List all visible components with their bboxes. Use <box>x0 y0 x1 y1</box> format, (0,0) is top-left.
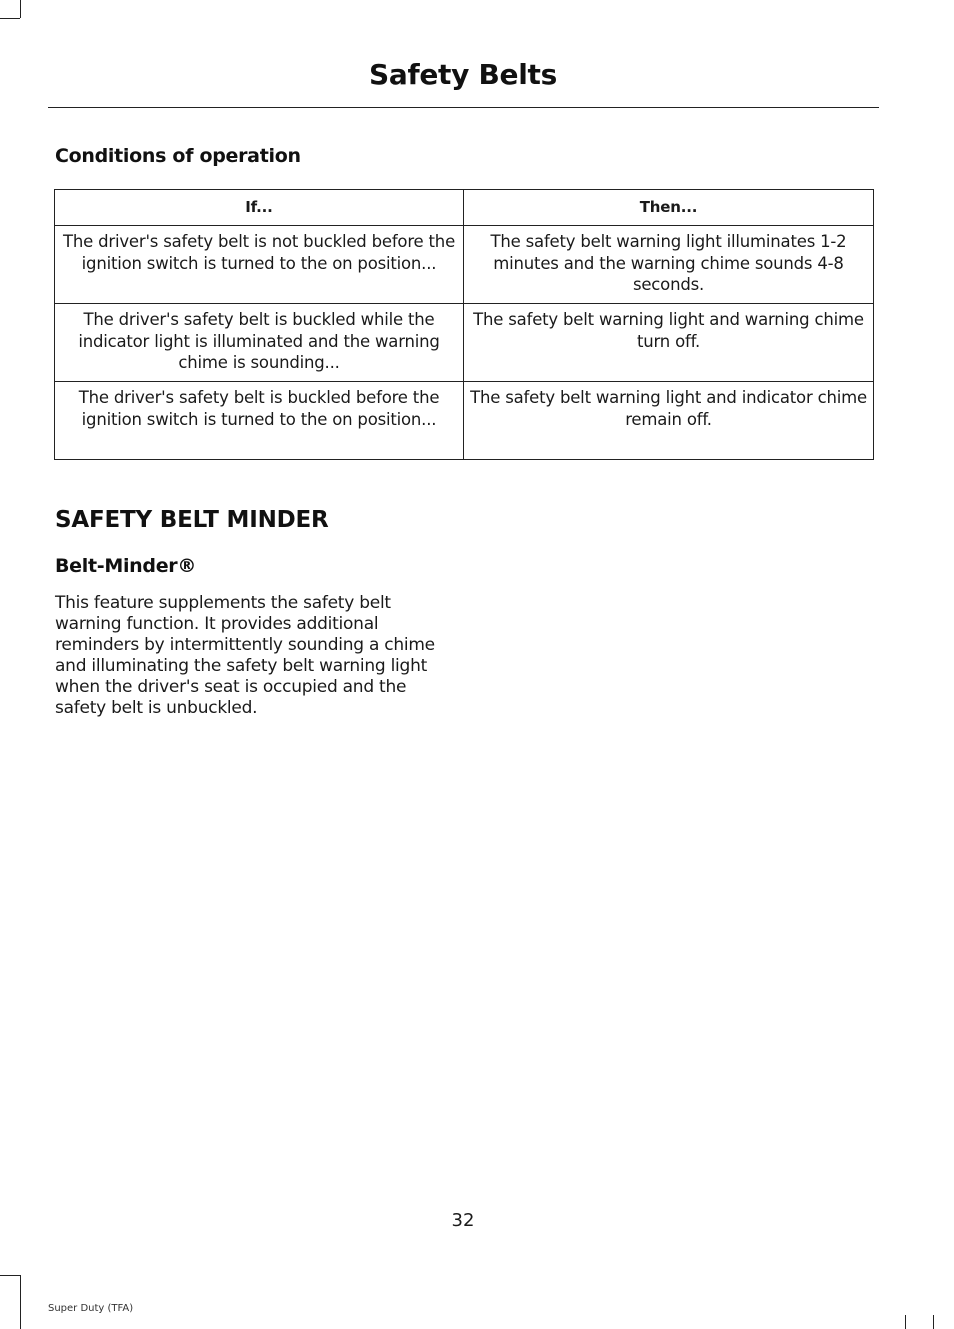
belt-minder-paragraph: This feature supplements the safety belt warning function. It provides additional reminders by intermittently sounding a chime and illuminating the safety belt warning light when the driver's seat is occupied and the safety belt is unbuckled. <box>55 593 435 718</box>
table-cell-then: The safety belt warning light and warning chime turn off. <box>464 304 874 382</box>
title-divider <box>48 107 879 108</box>
crop-mark-bottom-left-vertical <box>20 1275 21 1329</box>
conditions-heading: Conditions of operation <box>55 145 301 167</box>
table-cell-then: The safety belt warning light and indicator chime remain off. <box>464 382 874 460</box>
conditions-table <box>54 189 874 460</box>
table-header-row <box>55 190 874 226</box>
crop-mark-bottom-right-vertical-1 <box>905 1315 906 1329</box>
table-row <box>55 226 874 304</box>
page-number: 32 <box>451 1210 475 1231</box>
crop-mark-bottom-right-vertical-2 <box>933 1315 934 1329</box>
footer-model-label: Super Duty (TFA) <box>48 1303 134 1314</box>
table-row <box>55 304 874 382</box>
column-header-then: Then... <box>464 190 874 226</box>
crop-mark-bottom-left-horizontal <box>0 1275 20 1276</box>
table-cell-if: The driver's safety belt is not buckled before the ignition switch is turned to the on position... <box>55 226 464 304</box>
crop-mark-top-left-vertical <box>20 0 21 18</box>
belt-minder-subheading: Belt-Minder® <box>55 555 197 577</box>
column-header-if: If... <box>55 190 464 226</box>
crop-mark-top-left-horizontal <box>0 18 20 19</box>
table-cell-then: The safety belt warning light illuminates 1-2 minutes and the warning chime sounds 4-8 seconds. <box>464 226 874 304</box>
safety-belt-minder-heading: SAFETY BELT MINDER <box>55 507 329 533</box>
table-row <box>55 382 874 460</box>
table-cell-if: The driver's safety belt is buckled while the indicator light is illuminated and the warning chime is sounding... <box>55 304 464 382</box>
table-cell-if: The driver's safety belt is buckled before the ignition switch is turned to the on position... <box>55 382 464 460</box>
page-title: Safety Belts <box>369 58 557 91</box>
